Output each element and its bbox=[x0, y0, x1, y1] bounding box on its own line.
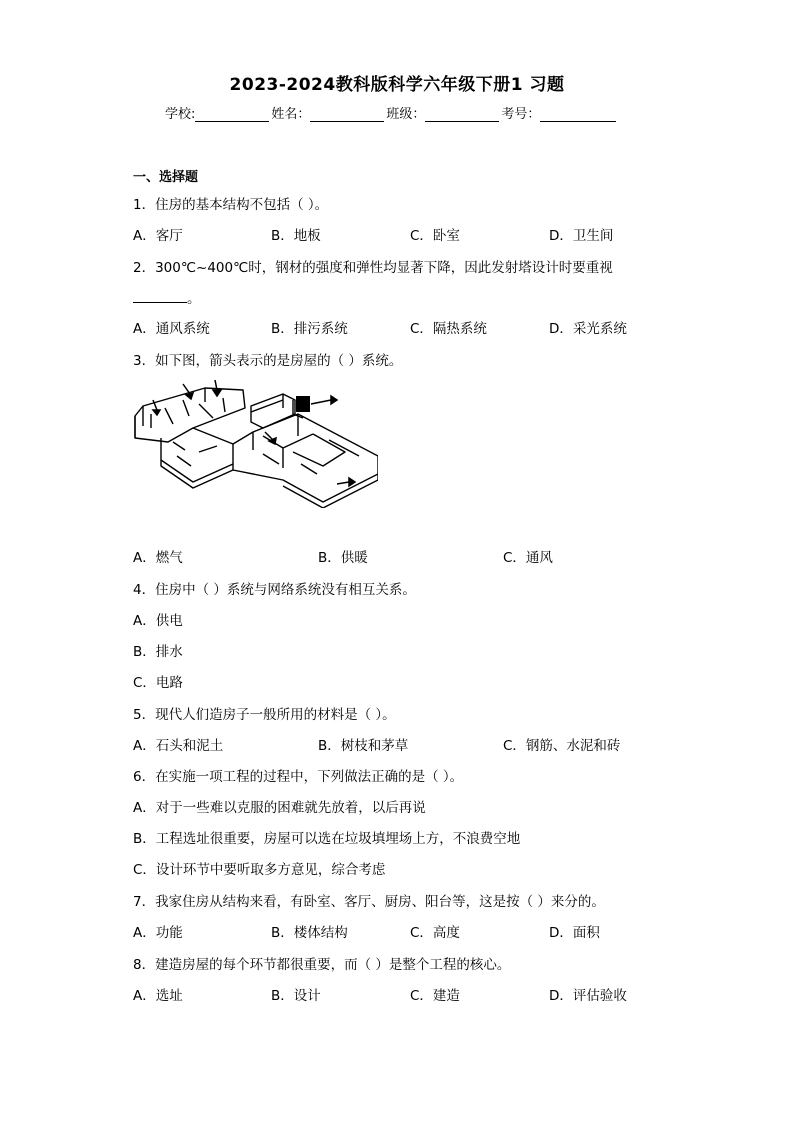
question-2-option-d[interactable]: D．采光系统 bbox=[549, 321, 627, 337]
question-1-option-d[interactable]: D．卫生间 bbox=[549, 228, 614, 244]
school-blank[interactable] bbox=[195, 107, 269, 122]
question-8-option-d[interactable]: D．评估验收 bbox=[549, 988, 627, 1004]
question-4-option-c[interactable]: C．电路 bbox=[133, 675, 183, 691]
question-7-option-b[interactable]: B．楼体结构 bbox=[271, 925, 348, 941]
question-4-stem: 4．住房中（ ）系统与网络系统没有相互关系。 bbox=[133, 582, 416, 598]
question-8-stem: 8．建造房屋的每个环节都很重要，而（ ）是整个工程的核心。 bbox=[133, 957, 511, 973]
student-info-row bbox=[165, 103, 618, 122]
question-3-option-c[interactable]: C．通风 bbox=[503, 550, 553, 566]
house-ventilation-figure bbox=[133, 378, 378, 508]
name-label: 姓名： bbox=[271, 107, 311, 122]
question-2-continuation bbox=[133, 287, 201, 307]
question-8-option-b[interactable]: B．设计 bbox=[271, 988, 321, 1004]
question-8-option-a[interactable]: A．选址 bbox=[133, 988, 183, 1004]
answer-blank[interactable] bbox=[133, 290, 187, 303]
question-5-option-b[interactable]: B．树枝和茅草 bbox=[318, 738, 409, 754]
question-5-option-a[interactable]: A．石头和泥土 bbox=[133, 738, 224, 754]
question-2-stem-tail: 。 bbox=[187, 291, 201, 307]
question-6-option-c[interactable]: C．设计环节中要听取多方意见，综合考虑 bbox=[133, 862, 386, 878]
question-6-option-b[interactable]: B．工程选址很重要，房屋可以选在垃圾填埋场上方，不浪费空地 bbox=[133, 831, 521, 847]
question-5-option-c[interactable]: C．钢筋、水泥和砖 bbox=[503, 738, 621, 754]
question-7-option-d[interactable]: D．面积 bbox=[549, 925, 600, 941]
class-label: 班级： bbox=[386, 107, 426, 122]
school-label: 学校: bbox=[165, 107, 196, 122]
question-4-option-b[interactable]: B．排水 bbox=[133, 644, 183, 660]
question-6-stem: 6．在实施一项工程的过程中，下列做法正确的是（ ）。 bbox=[133, 769, 464, 785]
question-1-option-b[interactable]: B．地板 bbox=[271, 228, 321, 244]
class-blank[interactable] bbox=[425, 107, 499, 122]
question-7-option-c[interactable]: C．高度 bbox=[410, 925, 460, 941]
question-7-option-a[interactable]: A．功能 bbox=[133, 925, 183, 941]
question-2-option-b[interactable]: B．排污系统 bbox=[271, 321, 348, 337]
question-2-option-a[interactable]: A．通风系统 bbox=[133, 321, 210, 337]
exam-number-blank[interactable] bbox=[540, 107, 616, 122]
question-8-option-c[interactable]: C．建造 bbox=[410, 988, 460, 1004]
exam-number-label: 考号： bbox=[501, 107, 541, 122]
question-2-stem: 2．300℃~400℃时，钢材的强度和弹性均显著下降，因此发射塔设计时要重视 bbox=[133, 260, 613, 276]
question-3-option-a[interactable]: A．燃气 bbox=[133, 550, 183, 566]
section-title: 一、选择题 bbox=[133, 170, 199, 185]
question-3-stem: 3．如下图，箭头表示的是房屋的（ ）系统。 bbox=[133, 353, 403, 369]
question-4-option-a[interactable]: A．供电 bbox=[133, 613, 183, 629]
fan-unit-icon bbox=[296, 396, 310, 412]
question-6-option-a[interactable]: A．对于一些难以克服的困难就先放着，以后再说 bbox=[133, 800, 426, 816]
question-1-stem: 1．住房的基本结构不包括（ ）。 bbox=[133, 197, 329, 213]
question-1-option-a[interactable]: A．客厅 bbox=[133, 228, 183, 244]
page-title: 2023-2024教科版科学六年级下册1 习题 bbox=[229, 75, 565, 95]
question-5-stem: 5．现代人们造房子一般所用的材料是（ ）。 bbox=[133, 707, 396, 723]
question-1-option-c[interactable]: C．卧室 bbox=[410, 228, 460, 244]
name-blank[interactable] bbox=[310, 107, 384, 122]
question-3-option-b[interactable]: B．供暖 bbox=[318, 550, 368, 566]
question-2-option-c[interactable]: C．隔热系统 bbox=[410, 321, 487, 337]
question-7-stem: 7．我家住房从结构来看，有卧室、客厅、厨房、阳台等，这是按（ ）来分的。 bbox=[133, 894, 605, 910]
